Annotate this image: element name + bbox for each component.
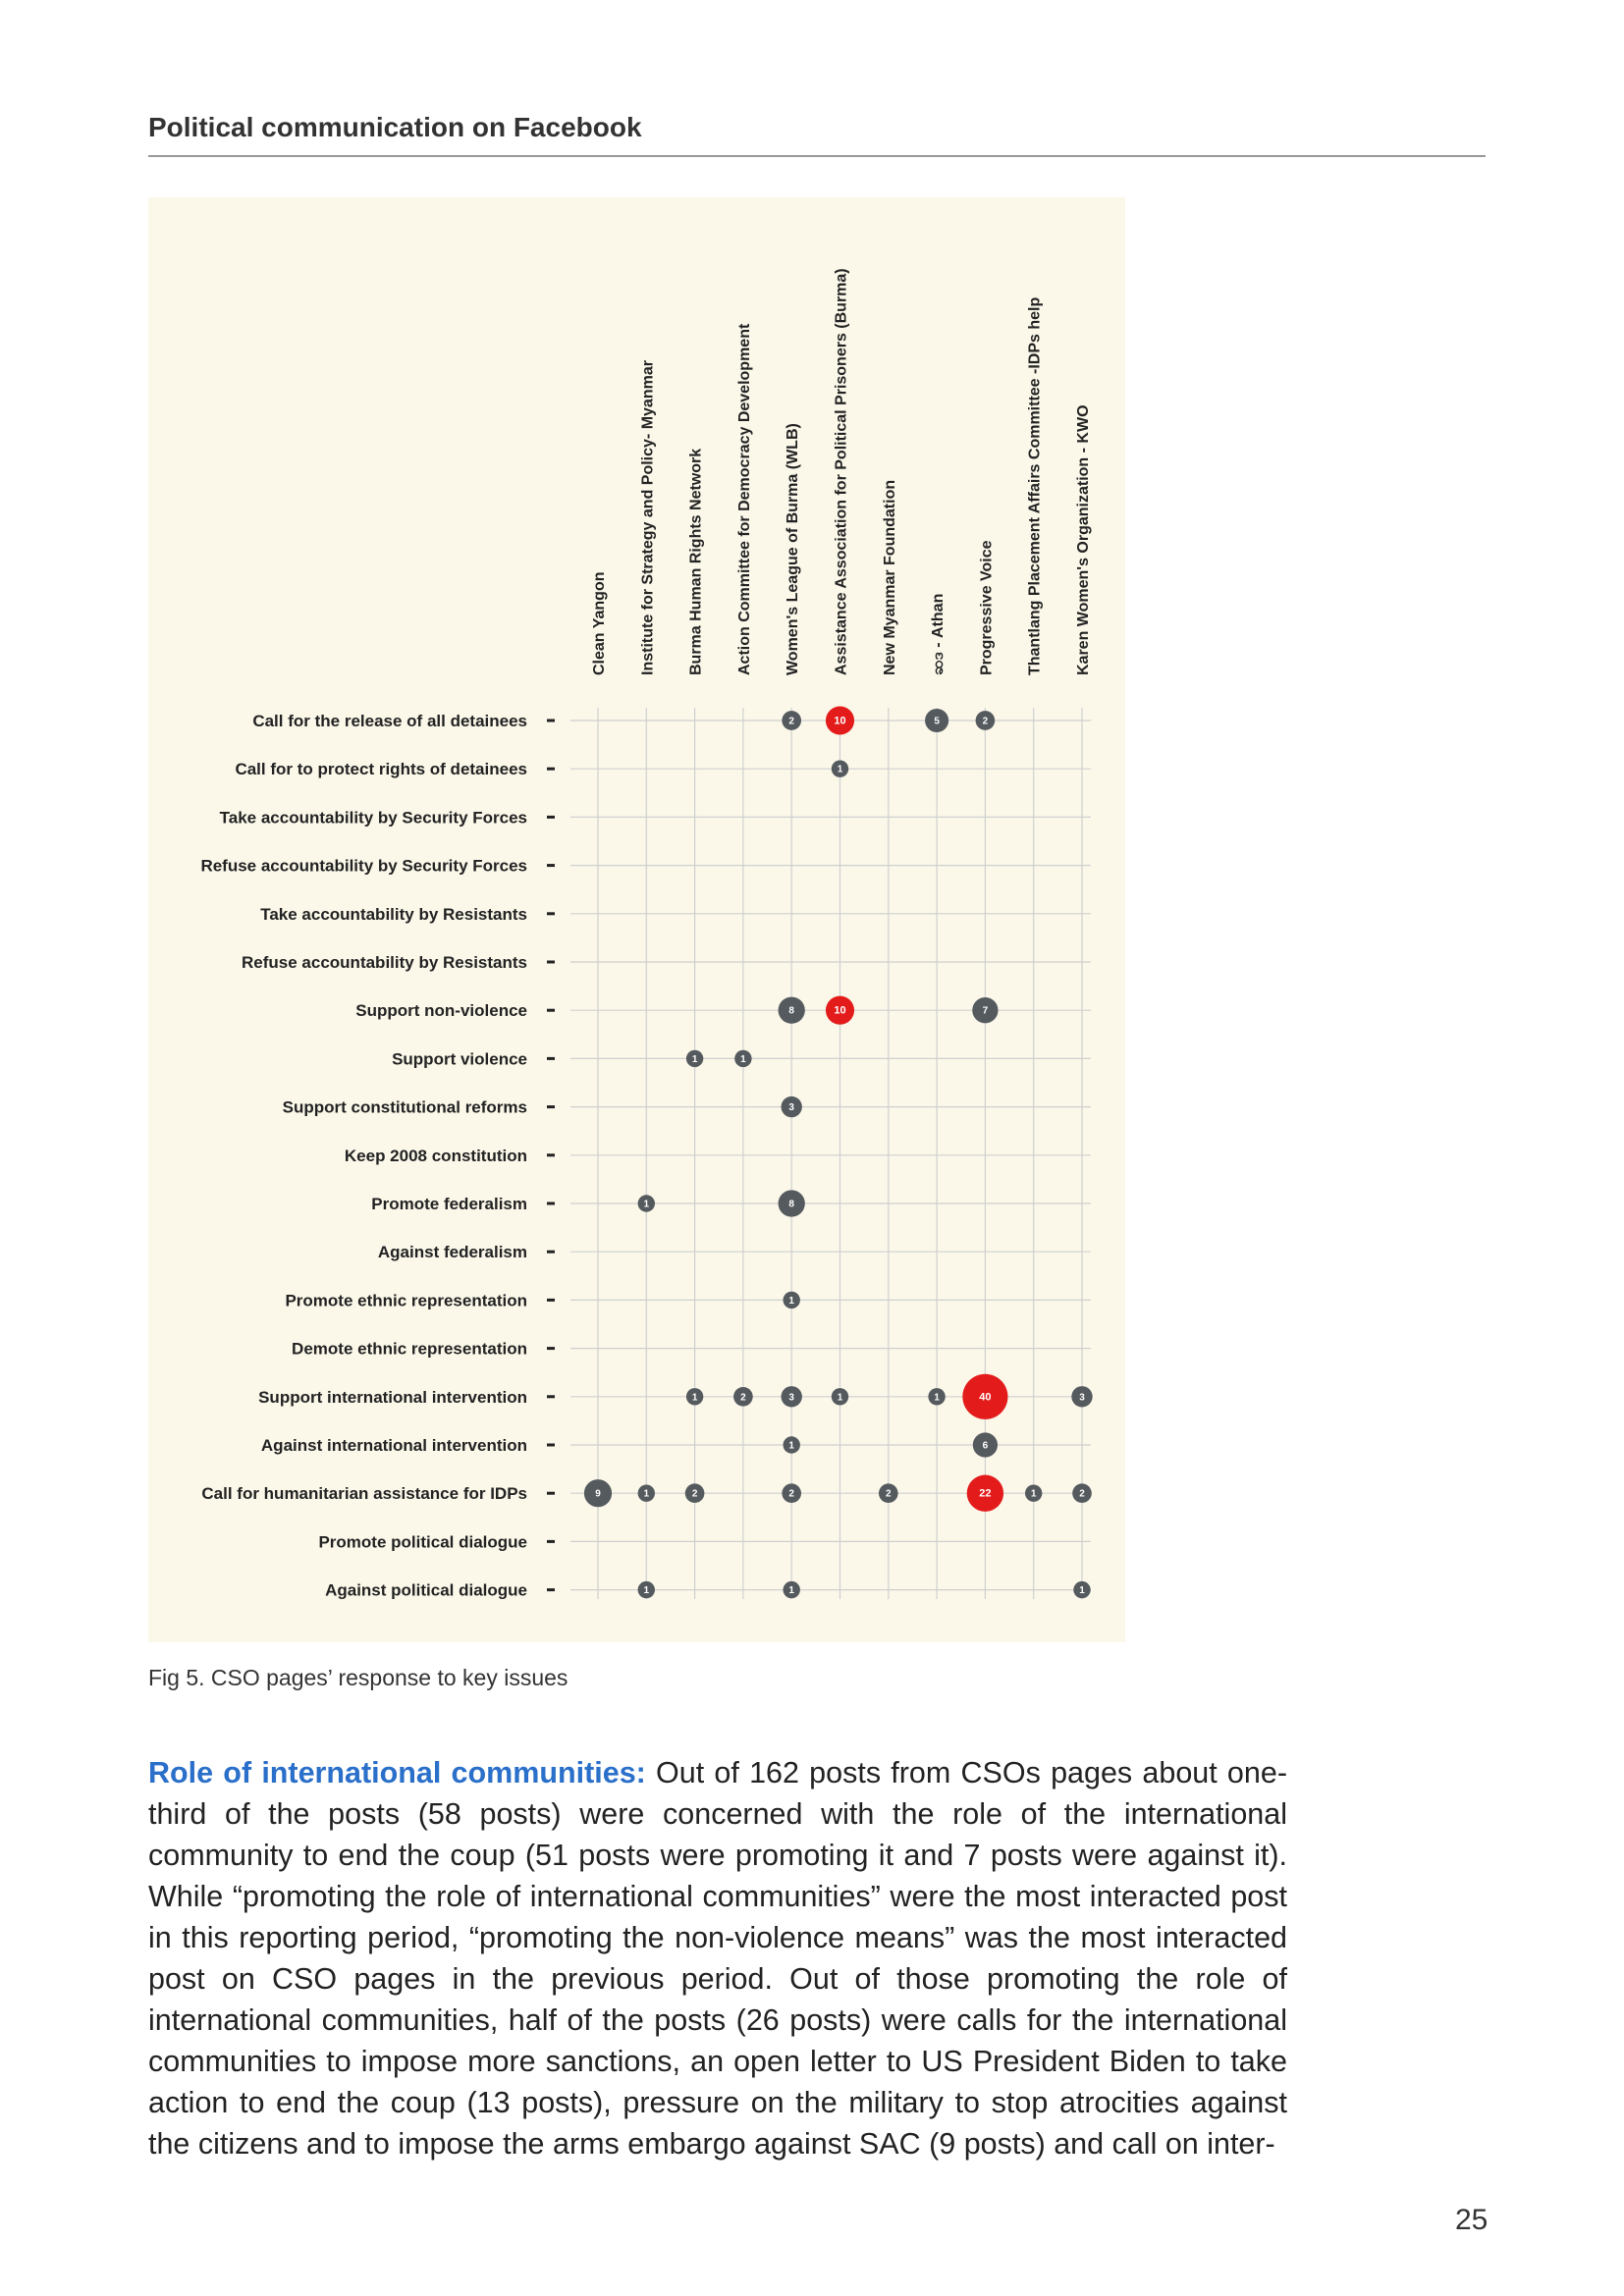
column-label: Progressive Voice	[978, 540, 996, 675]
row-tick	[547, 1009, 555, 1012]
body-paragraph	[148, 1752, 1287, 2164]
bubble-value-label: 8	[788, 1199, 794, 1210]
row-tick	[547, 961, 555, 964]
row-label: Support non-violence	[355, 1001, 527, 1021]
bubble-value-label: 3	[1079, 1392, 1085, 1404]
column-label: Assistance Association for Political Prisoners (Burma)	[833, 268, 850, 675]
column-label: ဆဒ - Athan	[930, 593, 947, 675]
row-tick	[547, 1299, 555, 1302]
bubble-value-label: 1	[788, 1295, 794, 1307]
bubble-value-label: 1	[691, 1053, 698, 1065]
bubble-value-label: 1	[1079, 1585, 1085, 1597]
column-label: Women's League of Burma (WLB)	[785, 423, 802, 675]
row-tick	[547, 720, 555, 722]
row-label: Against international intervention	[260, 1436, 527, 1455]
bubble-value-label: 1	[934, 1392, 940, 1404]
section-lead: Role of international communities:	[148, 1756, 646, 1789]
column-label: Burma Human Rights Network	[687, 448, 705, 675]
bubble-value-label: 2	[740, 1392, 746, 1404]
row-tick	[547, 864, 555, 867]
row-tick	[547, 1251, 555, 1254]
row-tick	[547, 1395, 555, 1398]
bubble-value-label: 1	[1030, 1488, 1037, 1500]
row-label: Demote ethnic representation	[292, 1339, 527, 1359]
row-label: Against political dialogue	[325, 1580, 527, 1600]
row-label: Take accountability by Resistants	[260, 904, 527, 924]
row-tick	[547, 912, 555, 915]
row-label: Promote political dialogue	[318, 1532, 527, 1552]
row-label: Keep 2008 constitution	[344, 1146, 527, 1165]
row-label: Refuse accountability by Security Forces	[200, 856, 527, 876]
page-number: 25	[1455, 2204, 1489, 2236]
row-tick	[547, 1057, 555, 1060]
row-label: Support international intervention	[258, 1387, 527, 1407]
bubble-value-label: 1	[643, 1585, 650, 1597]
column-label: Institute for Strategy and Policy- Myanmar	[639, 360, 657, 675]
row-tick	[547, 1105, 555, 1108]
bubble-value-label: 10	[834, 715, 846, 727]
bubble-value-label: 1	[837, 1392, 843, 1404]
row-tick	[547, 1444, 555, 1447]
column-label: Clean Yangon	[591, 571, 608, 675]
bubble-value-label: 2	[788, 1488, 794, 1500]
bubble-value-label: 2	[691, 1488, 698, 1500]
row-tick	[547, 816, 555, 819]
bubble-value-label: 8	[788, 1005, 794, 1017]
bubble-value-label: 1	[788, 1585, 794, 1597]
row-tick	[547, 1347, 555, 1350]
row-tick	[547, 768, 555, 771]
column-label: Karen Women's Organization - KWO	[1075, 404, 1092, 675]
row-label: Call for humanitarian assistance for IDPs	[201, 1484, 527, 1504]
body-text: Out of 162 posts from CSOs pages about one-third of the posts (58 posts) were concerned with the role of the international community to end the coup (51 posts were promoting it and 7 posts were against it). While “promoting the role of international communities” were the most interacted post in this reporting period, “promoting the non-violence means” was the most interacted post on CSO pages in the previous period. Out of those promoting the role of international communities, half of the posts (26 posts) were calls for the international communities to impose more sanctions, an open letter to US President Biden to take action to end the coup (13 posts), pressure on the military to stop atrocities against the citizens and to impose the arms embargo against SAC (9 posts) and call on inter-	[148, 1756, 1287, 2161]
bubble-value-label: 1	[788, 1440, 794, 1452]
row-tick	[547, 1540, 555, 1543]
bubble-value-label: 2	[788, 716, 794, 727]
bubble-value-label: 1	[837, 764, 843, 775]
column-label: Thantlang Placement Affairs Committee -IDPs help	[1026, 296, 1044, 675]
row-label: Promote ethnic representation	[285, 1291, 527, 1310]
bubble-value-label: 9	[595, 1488, 601, 1500]
row-label: Promote federalism	[371, 1195, 527, 1213]
bubble-value-label: 3	[788, 1392, 794, 1404]
column-label: New Myanmar Foundation	[881, 479, 898, 675]
figure-caption: Fig 5. CSO pages’ response to key issues	[148, 1665, 568, 1690]
bubble-value-label: 1	[643, 1199, 650, 1210]
row-label: Against federalism	[377, 1243, 527, 1262]
bubble-value-label: 2	[982, 716, 989, 727]
row-label: Support constitutional reforms	[282, 1097, 527, 1117]
row-tick	[547, 1202, 555, 1205]
row-tick	[547, 1153, 555, 1156]
bubble-value-label: 1	[691, 1392, 698, 1404]
bubble-value-label: 3	[788, 1102, 794, 1114]
bubble-value-label: 22	[979, 1487, 992, 1500]
bubble-value-label: 40	[979, 1391, 992, 1404]
bubble-value-label: 1	[740, 1053, 746, 1065]
bubble-chart-panel	[148, 197, 1125, 1642]
bubble-chart	[148, 197, 1125, 1642]
bubble-value-label: 7	[982, 1005, 989, 1017]
bubble-value-label: 2	[886, 1488, 892, 1500]
row-label: Call for the release of all detainees	[252, 712, 527, 730]
bubble-value-label: 10	[834, 1004, 846, 1017]
bubble-value-label: 6	[982, 1440, 989, 1452]
row-label: Call for to protect rights of detainees	[235, 760, 527, 779]
row-label: Take accountability by Security Forces	[219, 808, 527, 828]
bubble-value-label: 5	[934, 716, 940, 727]
column-label: Action Committee for Democracy Development	[735, 323, 753, 675]
row-tick	[547, 1492, 555, 1495]
running-header: Political communication on Facebook	[148, 112, 642, 142]
bubble-value-label: 1	[643, 1488, 650, 1500]
row-label: Support violence	[392, 1049, 527, 1069]
row-tick	[547, 1588, 555, 1591]
header-divider	[148, 155, 1486, 157]
bubble-value-label: 2	[1079, 1488, 1085, 1500]
row-label: Refuse accountability by Resistants	[242, 953, 527, 972]
